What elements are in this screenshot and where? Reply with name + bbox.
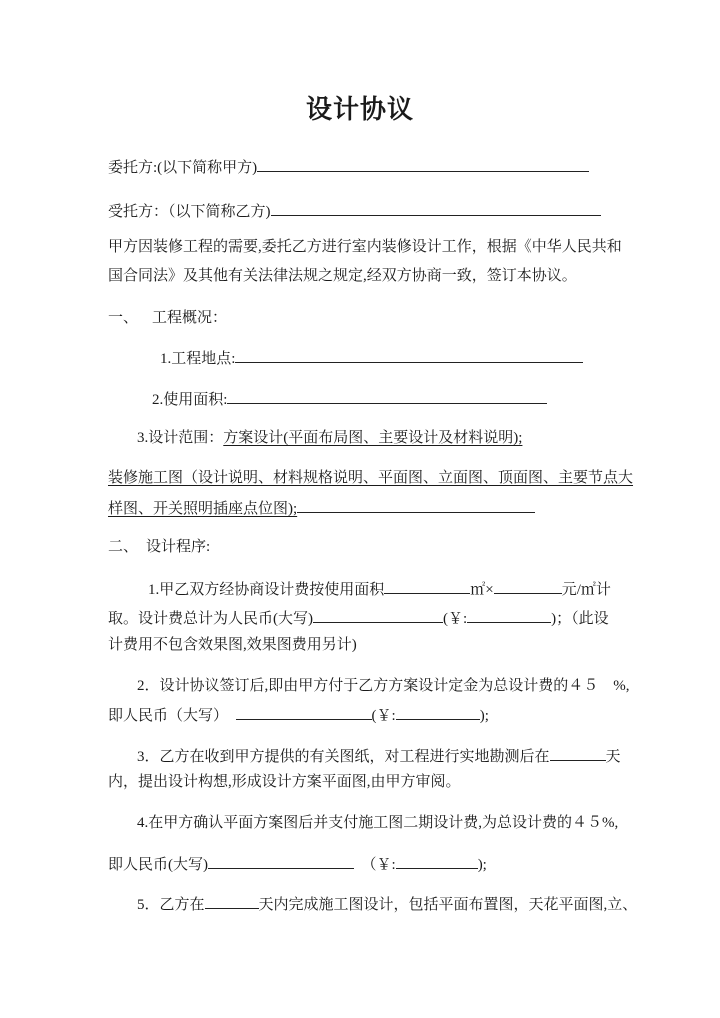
construction-days-blank[interactable] [205,893,259,909]
client-label: 委托方:(以下简称甲方) [108,160,258,176]
days-text: 天 [605,749,621,765]
total-fee-words-blank[interactable] [313,607,443,623]
usable-area-line [152,388,547,410]
design-scope-line [137,428,522,448]
unit-price-blank[interactable] [494,578,562,594]
deposit-number-blank[interactable] [396,704,480,720]
fee-clause-text: 1.甲乙双方经协商设计费按使用面积 [148,582,385,598]
total-fee-number-blank[interactable] [467,607,551,623]
sqm-times-text: ㎡× [470,582,494,598]
deposit-words-label: 即人民币（大写） [108,708,221,724]
construction-clause-start: 5．乙方在 [137,897,205,913]
intro-line-1: 甲方因装修工程的需要,委托乙方进行室内装修设计工作，根据《中华人民共和 [108,239,622,255]
contractor-line [108,200,601,222]
deposit-clause-line-2 [108,704,489,726]
construction-clause-text: 天内完成施工图设计，包括平面布置图，天花平面图,立、 [258,897,638,913]
fee-clause-line-1 [148,578,612,600]
design-scope-scheme: 方案设计(平面布局图、主要设计及材料说明); [223,430,523,446]
construction-drawing-clause-line-1 [137,893,637,915]
survey-days-blank[interactable] [550,745,606,761]
design-scope-construction-cont: 样图、开关照明插座点位图); [108,501,298,517]
section1-title: 工程概况： [152,310,228,326]
project-location-blank[interactable] [235,347,583,363]
client-line [108,156,589,178]
yuan-label: (￥: [443,611,468,627]
deposit-words-blank[interactable] [236,704,372,720]
survey-clause-line-2: 内，提出设计构想,形成设计方案平面图,由甲方审阅。 [108,774,461,790]
second-payment-words-blank[interactable] [208,853,354,869]
section1-number: 一、 [108,310,139,326]
deposit-close: ); [479,708,489,724]
design-scope-blank[interactable] [297,497,535,513]
second-payment-words-label: 即人民币(大写) [108,857,208,873]
second-payment-yuan-label: （￥: [369,857,396,873]
contractor-name-blank[interactable] [271,200,601,216]
survey-clause-text: 3．乙方在收到甲方提供的有关图纸，对工程进行实地勘测后在 [137,749,550,765]
usable-area-blank[interactable] [227,388,547,404]
deposit-yuan-label: (￥: [371,708,396,724]
document-title: 设计协议 [305,95,414,124]
project-location-line [160,347,583,369]
deposit-clause-line-1: 2．设计协议签订后,即由甲方付于乙方方案设计定金为总设计费的４５ %, [137,678,630,694]
contractor-label: 受托方：（以下简称乙方) [108,204,271,220]
second-payment-line-2 [108,853,487,875]
second-payment-number-blank[interactable] [396,853,478,869]
design-scope-line-3 [108,497,535,519]
survey-clause-line-1 [137,745,621,767]
section2-title: 设计程序: [146,539,211,555]
fee-clause-line-2 [108,607,609,629]
area-blank[interactable] [384,578,470,594]
intro-line-2: 国合同法》及其他有关法律法规之规定,经双方协商一致，签订本协议。 [108,268,577,284]
usable-area-label: 2.使用面积: [152,392,228,408]
design-scope-label: 3.设计范围： [137,430,224,446]
total-fee-label: 取。设计费总计为人民币(大写) [108,611,313,627]
design-scope-construction-line: 装修施工图（设计说明、材料规格说明、平面图、立面图、顶面图、主要节点大 [108,470,634,486]
second-payment-close: ); [477,857,487,873]
second-payment-line-1: 4.在甲方确认平面方案图后并支付施工图二期设计费,为总设计费的４５%, [137,815,619,831]
project-location-label: 1.工程地点: [160,351,236,367]
per-sqm-text: 元/㎡计 [561,582,611,598]
fee-note-start: )；（此设 [551,611,609,627]
section2-number: 二、 [108,539,139,555]
client-name-blank[interactable] [257,156,589,172]
fee-clause-line-3: 计费用不包含效果图,效果图费用另计) [108,637,357,653]
